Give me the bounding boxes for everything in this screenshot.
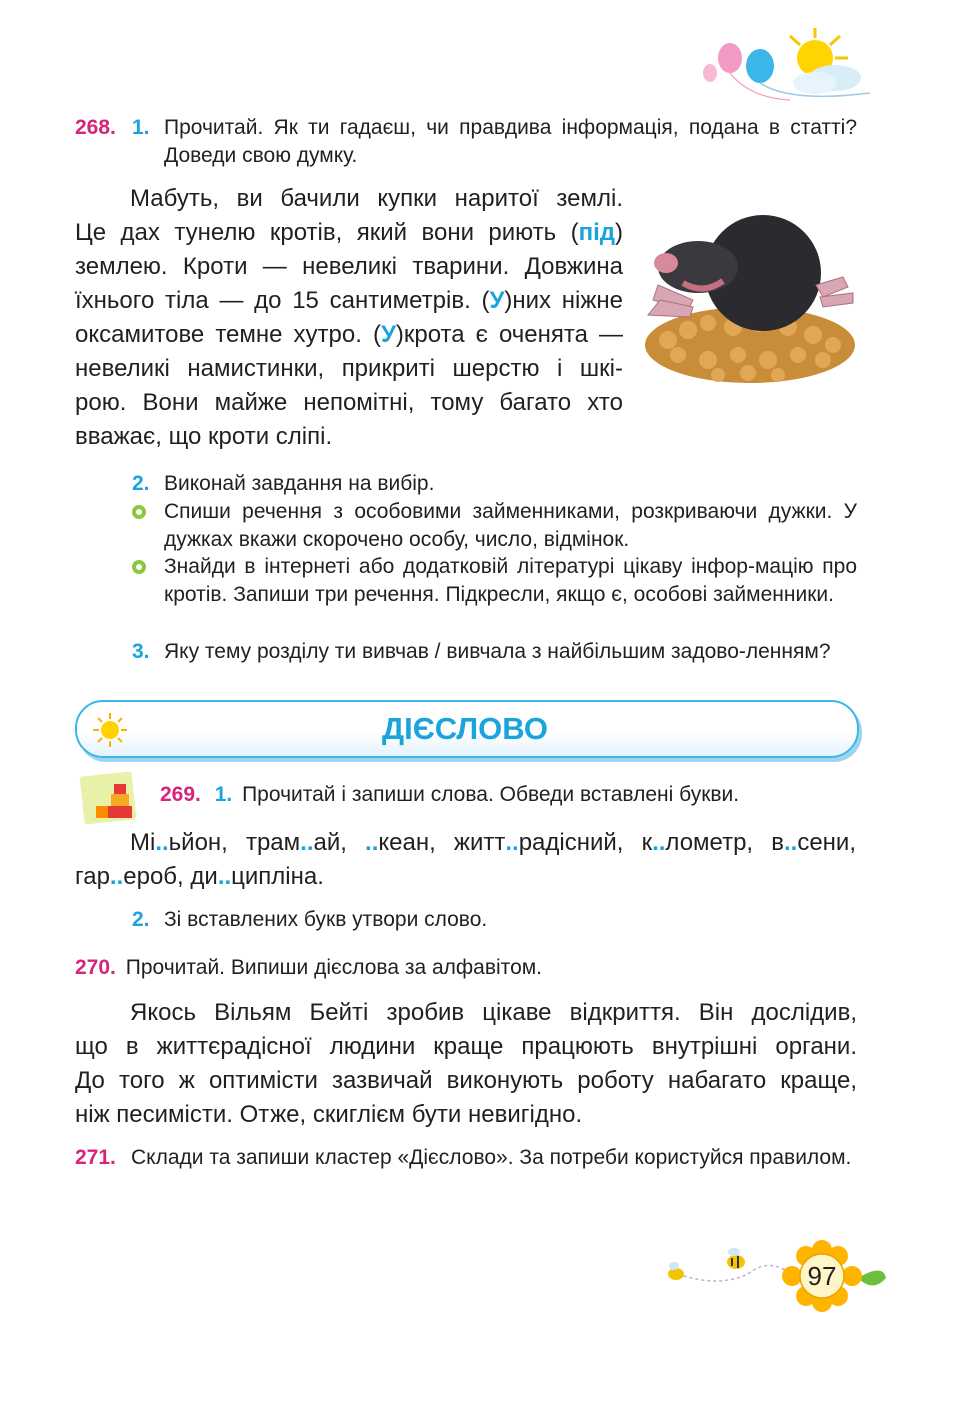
word-fragment: гар	[75, 863, 110, 890]
balloons-sun-cloud-icon	[690, 28, 900, 108]
exercise-number: 270.	[75, 956, 116, 979]
passage-text: рою. Вони майже непомітні, тому багато хто	[75, 389, 623, 416]
exercise-number: 268.	[75, 116, 116, 139]
task-text: Склади та запиши кластер «Дієслово». За потреби користуйся правилом.	[131, 1146, 852, 1169]
missing-letter-dots: ..	[109, 863, 124, 890]
passage-line	[75, 352, 623, 386]
passage-line: Якось Вільям Бейті зробив цікаве відкриття. Він дослідив,	[130, 999, 857, 1026]
exercise-number: 269.	[160, 783, 201, 806]
ex268-task3	[75, 638, 857, 666]
missing-letter-dots: ..	[505, 829, 519, 856]
pyramid-card-icon	[78, 770, 142, 828]
ex271	[75, 1144, 857, 1172]
passage-text: вважає, що кроти сліпі.	[75, 423, 333, 450]
highlighted-text: У	[489, 287, 505, 314]
ex270-passage	[75, 996, 857, 1132]
passage-line	[75, 250, 623, 284]
passage-text: невеликі намистинки, прикриті шерстю і шкі-	[75, 355, 623, 382]
missing-letter-dots: ..	[300, 829, 314, 856]
section-title: ДІЄСЛОВО	[382, 711, 548, 746]
mole-icon	[638, 205, 860, 385]
missing-letter-dots: ..	[365, 829, 379, 856]
missing-letter-dots: ..	[217, 863, 232, 890]
passage-text: )крота є оченята —	[395, 321, 623, 348]
task-text: Прочитай. Випиши дієслова за алфавітом.	[125, 956, 543, 979]
passage-text: їхнього тіла — до 15 сантиметрів. (	[75, 287, 490, 314]
bullet-text: Спиши речення з особовими займенниками, розкриваючи дужки. У дужках вкажи скорочено особу, число, відмінок.	[164, 500, 857, 551]
ex268-passage	[75, 182, 623, 454]
word-fragment: ципліна.	[231, 863, 324, 890]
highlighted-text: У	[380, 321, 396, 348]
passage-line	[75, 420, 623, 454]
bullet-item-1	[75, 498, 857, 554]
ex268-task2	[75, 470, 857, 498]
passage-line	[75, 318, 623, 352]
word-fragment: ай,	[313, 829, 366, 856]
passage-line	[75, 284, 623, 318]
word-fragment: сени,	[797, 829, 856, 856]
missing-letter-dots: ..	[652, 829, 666, 856]
task-number: 2.	[132, 908, 150, 931]
task-text: Виконай завдання на вибір.	[164, 472, 435, 495]
passage-line: ніж песимісти. Отже, скиглієм бути невигідно.	[75, 1101, 583, 1128]
word-fragment: кеан, житт	[378, 829, 506, 856]
word-fragment: ьйон, трам	[168, 829, 301, 856]
word-fragment: лометр, в	[665, 829, 784, 856]
ex270-heading	[75, 954, 857, 982]
missing-letter-dots: ..	[155, 829, 169, 856]
ex269-words-line1	[130, 826, 856, 860]
missing-letter-dots: ..	[783, 829, 798, 856]
ex268-task1	[75, 114, 857, 170]
task-text: Зі вставлених букв утвори слово.	[164, 908, 488, 931]
ex269-task2	[75, 906, 857, 934]
word-fragment: Мі	[130, 829, 156, 856]
passage-text: оксамитове темне хутро. (	[75, 321, 381, 348]
task-number: 2.	[132, 472, 150, 495]
passage-line	[75, 386, 623, 420]
word-fragment: радісний, к	[518, 829, 653, 856]
bullet-item-2	[75, 553, 857, 609]
ex269-words-line2	[75, 860, 675, 894]
highlighted-text: під	[578, 219, 615, 246]
passage-line: що в життєрадісної людини краще працюють внутрішні органи.	[75, 1033, 857, 1060]
passage-line	[75, 216, 623, 250]
passage-text: )них ніжне	[504, 287, 623, 314]
task-text: Яку тему розділу ти вивчав / вивчала з найбільшим задово-ленням?	[164, 640, 831, 663]
passage-text: )	[615, 219, 623, 246]
exercise-number: 271.	[75, 1146, 116, 1169]
page-number: 97	[807, 1261, 837, 1291]
passage-line: До того ж оптимісти зазвичай виконують роботу набагато краще,	[75, 1067, 857, 1094]
passage-text: Це дах тунелю кротів, який вони риють (	[75, 219, 579, 246]
bullet-icon	[132, 560, 146, 574]
ex269-task1	[160, 781, 860, 809]
word-fragment: ероб, ди	[123, 863, 218, 890]
passage-text: Мабуть, ви бачили купки наритої землі.	[130, 185, 623, 212]
bullet-icon	[132, 505, 146, 519]
task-number: 1.	[214, 783, 233, 806]
task-number: 3.	[132, 640, 150, 663]
task-text: Прочитай і запиши слова. Обведи вставлені букви.	[242, 783, 740, 806]
passage-text: землею. Кроти — невеликі тварини. Довжина	[75, 253, 623, 280]
task-text: Прочитай. Як ти гадаєш, чи правдива інформація, подана в статті? Доведи свою думку.	[164, 116, 857, 167]
passage-line	[75, 182, 623, 216]
task-number: 1.	[132, 116, 150, 139]
bullet-text: Знайди в інтернеті або додатковій літературі цікаву інфор-мацію про кротів. Запиши три речення. Підкресли, якщо є, особові займенники.	[164, 555, 857, 606]
